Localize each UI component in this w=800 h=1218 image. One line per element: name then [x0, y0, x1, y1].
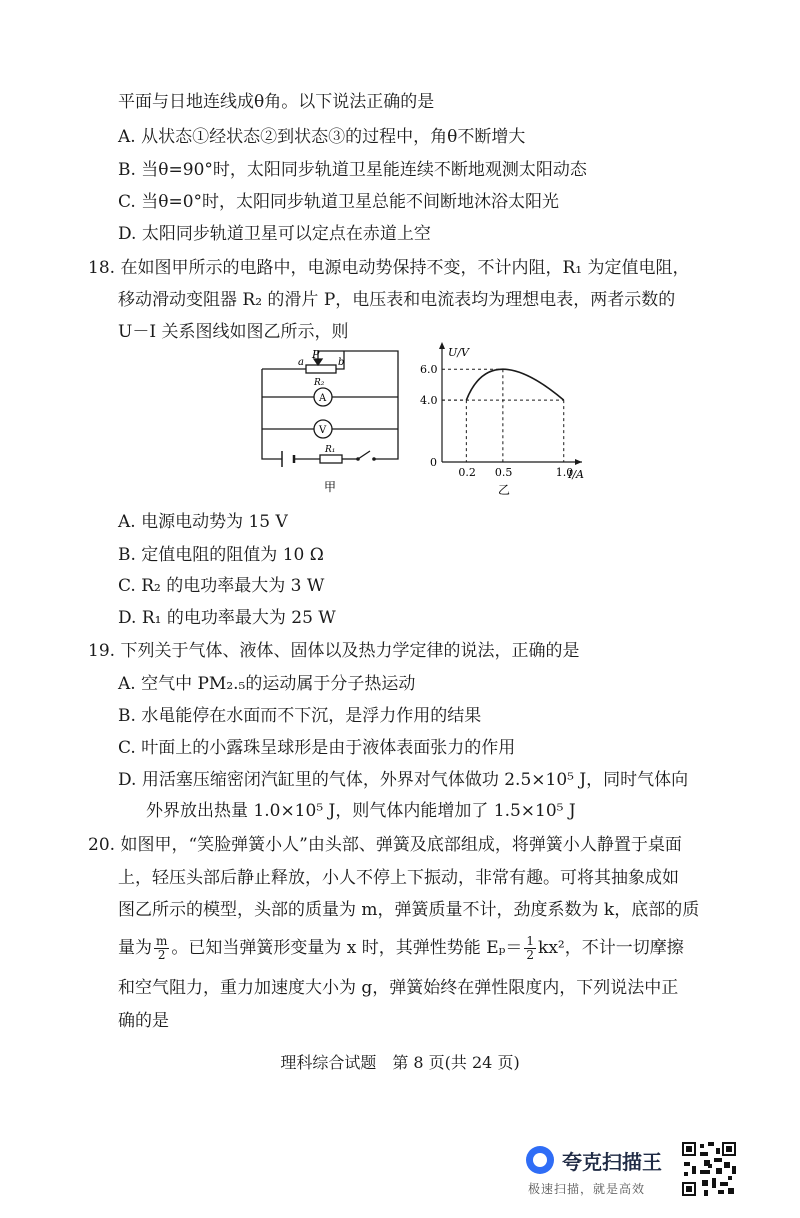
ui-graph	[420, 338, 590, 498]
q18-stem-line3: U－I 关系图线如图乙所示，则	[118, 322, 349, 342]
u-i-curve	[466, 369, 563, 400]
fraction2-denominator: 2	[526, 948, 535, 962]
x-axis-label: I/A	[568, 468, 584, 481]
q20-line4	[118, 935, 684, 962]
q17-option-d: D. 太阳同步轨道卫星可以定点在赤道上空	[118, 224, 431, 244]
q20-line4-part-a: 量为	[118, 938, 152, 958]
page-footer: 理科综合试题 第 8 页(共 24 页)	[280, 1053, 520, 1072]
q20-line4-part-c: kx²，不计一切摩擦	[538, 938, 684, 958]
label-R1: R₁	[325, 445, 336, 455]
fraction-m-over-2	[154, 935, 169, 962]
brand-logo-icon	[526, 1146, 554, 1174]
q17-option-c: C. 当θ=0°时，太阳同步轨道卫星总能不间断地沐浴太阳光	[118, 192, 560, 212]
q19-stem: 19. 下列关于气体、液体、固体以及热力学定律的说法，正确的是	[88, 641, 580, 661]
qr-code-icon	[680, 1140, 738, 1198]
fraction-denominator: 2	[157, 948, 166, 962]
circuit-diagram	[250, 345, 410, 495]
switch-contact-right	[372, 457, 376, 461]
q18-stem-line2: 移动滑动变阻器 R₂ 的滑片 P，电压表和电流表均为理想电表，两者示数的	[118, 290, 676, 310]
voltmeter-label: V	[319, 425, 327, 436]
y-tick-label-1: 4.0	[420, 394, 438, 408]
q20-line6: 确的是	[118, 1011, 169, 1031]
q20-line5: 和空气阻力，重力加速度大小为 g，弹簧始终在弹性限度内，下列说法中正	[118, 978, 679, 998]
y-axis-label: U/V	[448, 346, 469, 359]
x-axis-arrow	[575, 459, 582, 465]
x-tick-label-2: 1.0	[555, 466, 574, 479]
fraction-numerator: m	[156, 934, 168, 948]
circuit-caption: 甲	[324, 480, 337, 494]
ammeter-label: A	[319, 393, 327, 404]
switch-contact-left	[356, 457, 360, 461]
q20-line2: 上，轻压头部后静止释放，小人不停上下振动，非常有趣。可将其抽象成如	[118, 868, 679, 888]
q20-line3: 图乙所示的模型，头部的质量为 m，弹簧质量不计，劲度系数为 k，底部的质	[118, 900, 700, 920]
label-a: a	[298, 357, 304, 368]
label-P: P	[312, 348, 320, 361]
q19-option-d-cont: 外界放出热量 1.0×10⁵ J，则气体内能增加了 1.5×10⁵ J	[146, 801, 576, 821]
fraction-one-half	[524, 935, 536, 962]
graph-caption: 乙	[498, 483, 511, 497]
q18-stem-line1: 18. 在如图甲所示的电路中，电源电动势保持不变，不计内阻，R₁ 为定值电阻，	[88, 258, 690, 278]
label-b: b	[338, 357, 345, 368]
origin-label: 0	[430, 456, 437, 469]
q18-option-d: D. R₁ 的电功率最大为 25 W	[118, 608, 336, 628]
x-tick-label-1: 0.5	[494, 466, 513, 479]
q18-option-b: B. 定值电阻的阻值为 10 Ω	[118, 545, 324, 565]
q19-option-b: B. 水黾能停在水面而不下沉，是浮力作用的结果	[118, 706, 482, 726]
y-axis-arrow	[439, 342, 445, 349]
fraction2-numerator: 1	[526, 934, 535, 948]
label-R2: R₂	[314, 378, 325, 388]
q19-option-d: D. 用活塞压缩密闭汽缸里的气体，外界对气体做功 2.5×10⁵ J，同时气体向	[118, 770, 689, 790]
q19-option-a: A. 空气中 PM₂.₅的运动属于分子热运动	[118, 674, 416, 694]
q17-stem-end: 平面与日地连线成θ角。以下说法正确的是	[118, 92, 435, 112]
q17-option-b: B. 当θ=90°时，太阳同步轨道卫星能连续不断地观测太阳动态	[118, 160, 587, 180]
q20-line1: 20. 如图甲，“笑脸弹簧小人”由头部、弹簧及底部组成，将弹簧小人静置于桌面	[88, 835, 682, 855]
q18-option-c: C. R₂ 的电功率最大为 3 W	[118, 576, 325, 596]
q20-line4-part-b: 。已知当弹簧形变量为 x 时，其弹性势能 Eₚ＝	[171, 938, 523, 958]
q17-option-a: A. 从状态①经状态②到状态③的过程中，角θ不断增大	[118, 127, 526, 147]
q19-option-c: C. 叶面上的小露珠呈球形是由于液体表面张力的作用	[118, 738, 516, 758]
q18-option-a: A. 电源电动势为 15 V	[118, 512, 288, 532]
y-tick-label-0: 6.0	[420, 363, 438, 377]
brand-tagline: 极速扫描，就是高效	[528, 1182, 646, 1196]
scanner-watermark	[520, 1140, 680, 1200]
brand-name: 夸克扫描王	[562, 1150, 662, 1174]
x-tick-label-0: 0.2	[458, 466, 476, 479]
